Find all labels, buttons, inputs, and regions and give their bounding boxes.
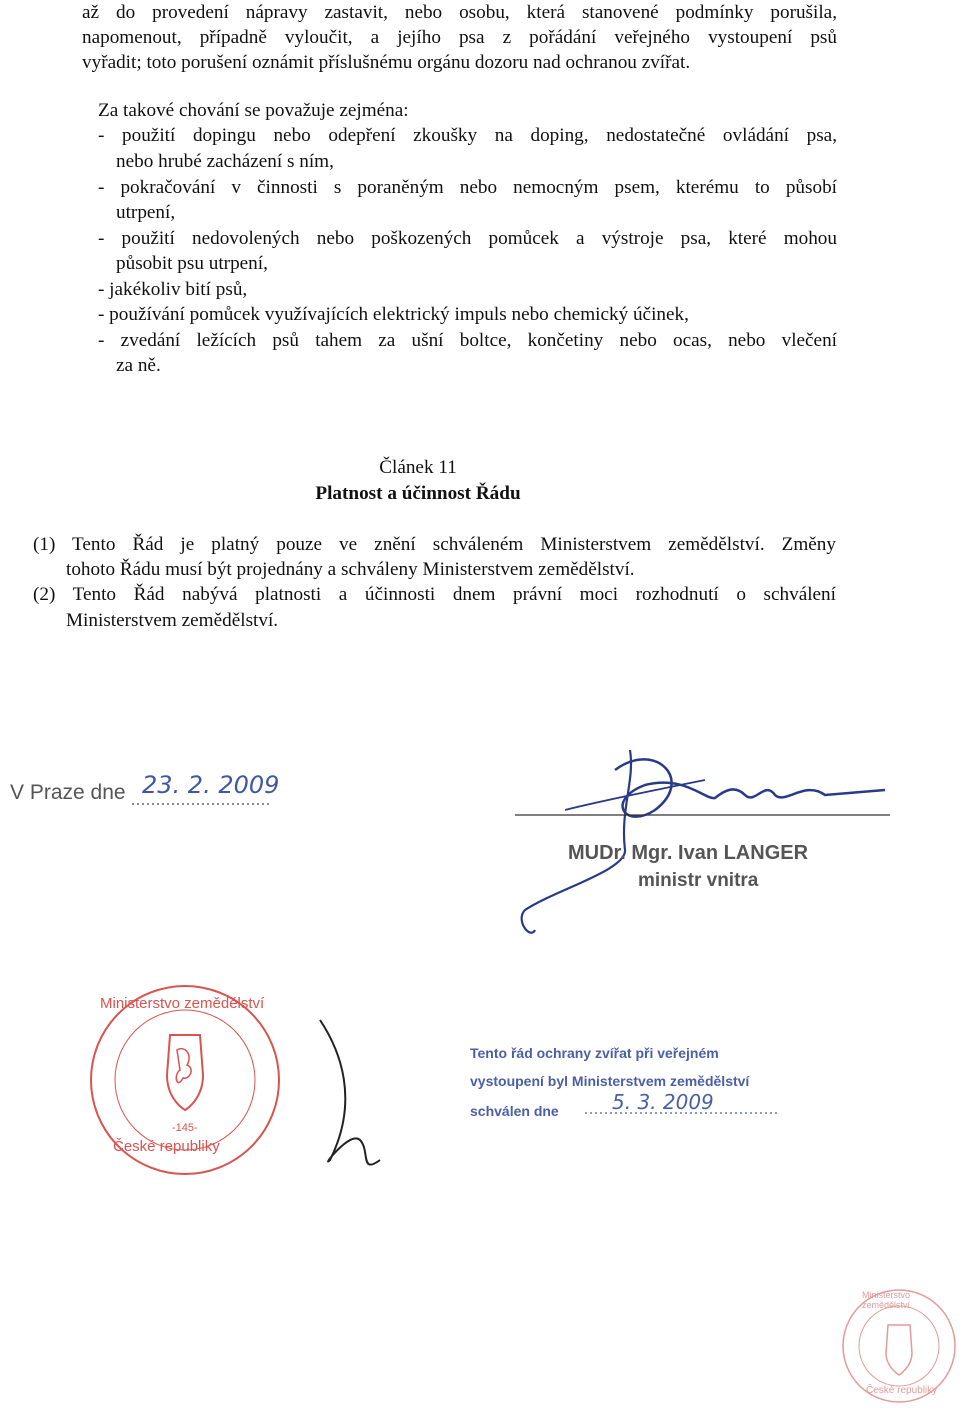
- article-paragraph-1-cont: tohoto Řádu musí být projednány a schváleny Ministerstvem zemědělství.: [66, 559, 635, 580]
- intro-line-1: až do provedení nápravy zastavit, nebo osobu, která stanovené podmínky porušila,: [82, 2, 837, 23]
- corner-seal-text-top: Ministerstvo zemědělství: [862, 1290, 911, 1310]
- conduct-item-3-cont: působit psu utrpení,: [116, 253, 268, 274]
- conduct-item-1-cont: nebo hrubé zacházení s ním,: [116, 151, 334, 172]
- seal-text-bottom: České republiky: [113, 1138, 220, 1155]
- conduct-item-5: - používání pomůcek využívajících elektrický impuls nebo chemický účinek,: [98, 304, 689, 325]
- approval-line-2: vystoupení byl Ministerstvem zemědělství: [470, 1073, 750, 1089]
- approval-dotted-line: [585, 1110, 780, 1116]
- place-label: V Praze dne: [10, 781, 126, 804]
- intro-line-3: vyřadit; toto porušení oznámit příslušnému orgánu dozoru nad ochranou zvířat.: [82, 52, 691, 73]
- dotted-line: [132, 801, 272, 807]
- seal-number: -145-: [172, 1122, 198, 1134]
- article-title: Platnost a účinnost Řádu: [315, 483, 521, 504]
- approval-handwritten-date: 5. 3. 2009: [612, 1090, 714, 1114]
- minister-signature: [505, 740, 895, 940]
- conduct-item-4: - jakékoliv bití psů,: [98, 279, 248, 300]
- approval-signature: [300, 1010, 390, 1180]
- conduct-item-6: - zvedání ležících psů tahem za ušní boltce, končetiny nebo ocas, nebo vlečení: [98, 330, 837, 351]
- place-date: [10, 771, 300, 815]
- handwritten-date: 23. 2. 2009: [142, 771, 280, 799]
- minister-role: ministr vnitra: [638, 870, 759, 891]
- conduct-item-3: - použití nedovolených nebo poškozených pomůcek a výstroje psa, které mohou: [98, 228, 837, 249]
- article-number: Článek 11: [379, 457, 457, 478]
- approval-line-1: Tento řád ochrany zvířat při veřejném: [470, 1045, 719, 1061]
- article-paragraph-2: (2) Tento Řád nabývá platnosti a účinnosti dnem právní moci rozhodnutí o schválení: [33, 584, 836, 605]
- seal-text-top: Ministerstvo zemědělství: [100, 995, 265, 1012]
- conduct-item-2: - pokračování v činnosti s poraněným nebo nemocným psem, kterému to působí: [98, 177, 837, 198]
- approval-line-3-label: schválen dne: [470, 1103, 559, 1119]
- conduct-item-2-cont: utrpení,: [116, 202, 176, 223]
- article-paragraph-2-cont: Ministerstvem zemědělství.: [66, 610, 279, 631]
- intro-line-2: napomenout, případně vyloučit, a jejího psa z pořádání veřejného vystoupení psů: [82, 27, 837, 48]
- corner-seal-text-bottom: České republiky: [866, 1385, 938, 1396]
- article-paragraph-1: (1) Tento Řád je platný pouze ve znění schváleném Ministerstvem zemědělství. Změny: [33, 534, 836, 555]
- minister-name: MUDr. Mgr. Ivan LANGER: [568, 842, 809, 864]
- conduct-item-1: - použití dopingu nebo odepření zkoušky na doping, nedostatečné ovládání psa,: [98, 125, 837, 146]
- conduct-heading: Za takové chování se považuje zejména:: [98, 100, 409, 121]
- conduct-item-6-cont: za ně.: [116, 355, 161, 376]
